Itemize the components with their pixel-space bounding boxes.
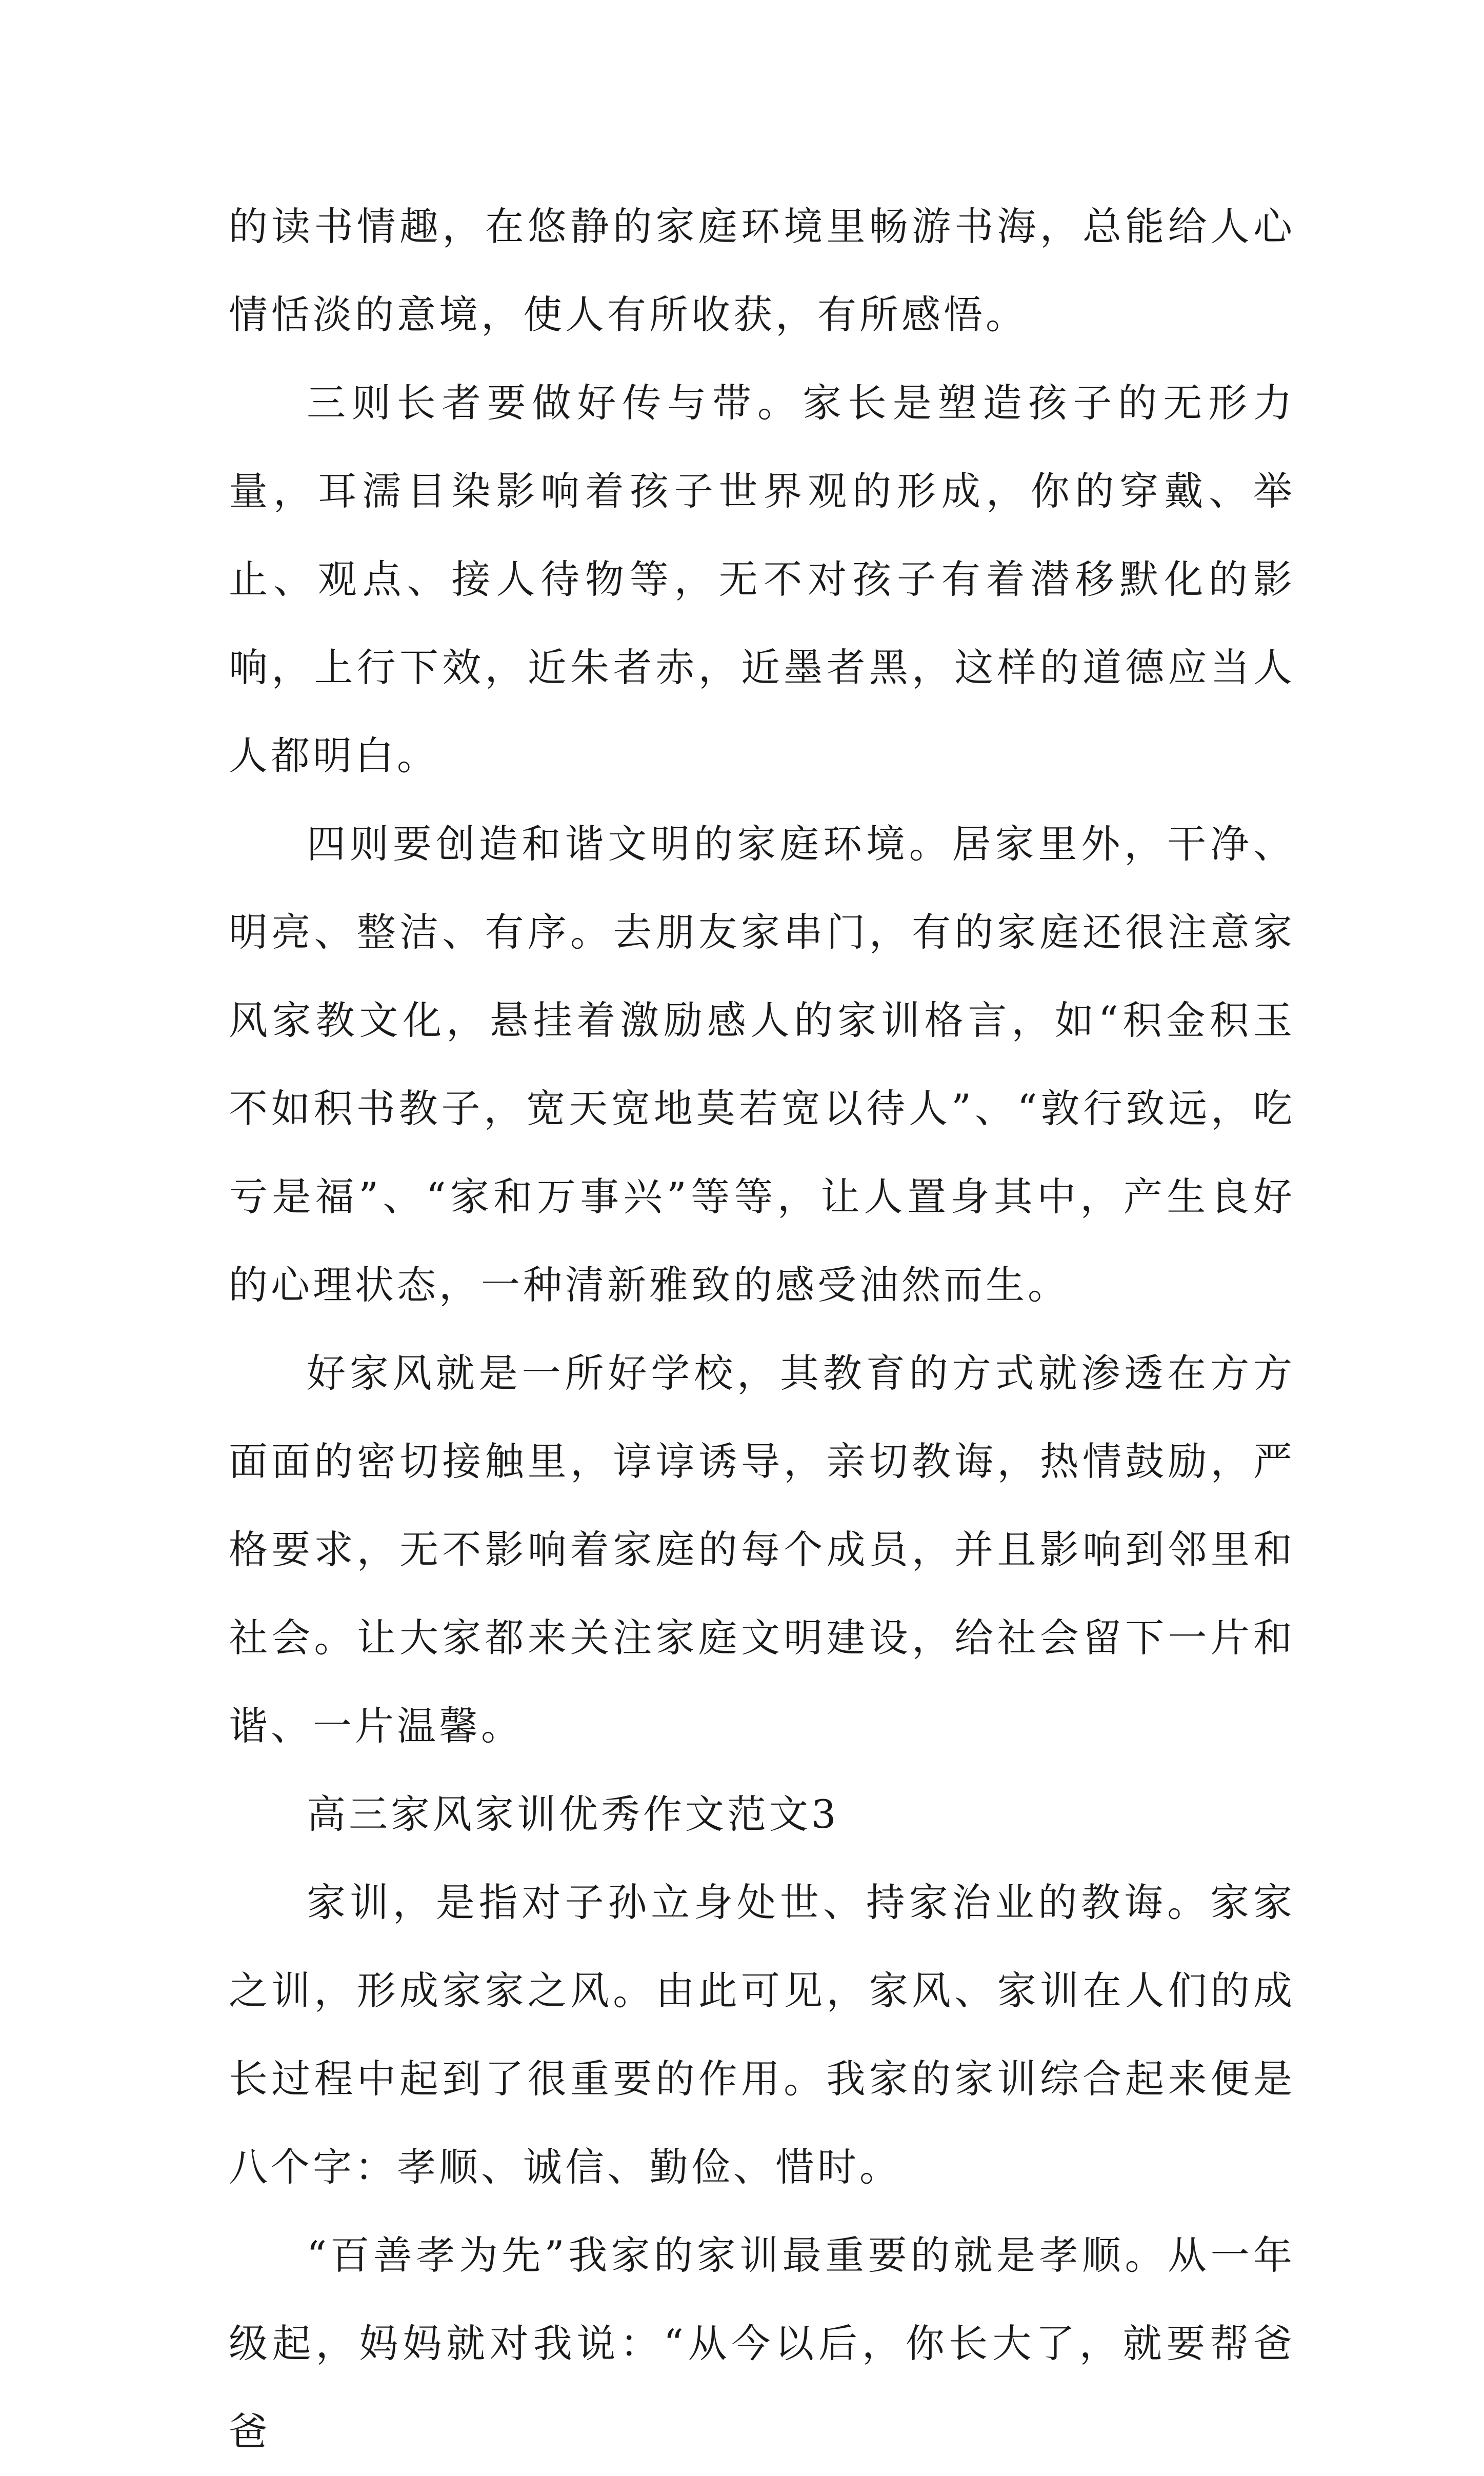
- paragraph-harmonious-home: 四则要创造和谐文明的家庭环境。居家里外，干净、明亮、整洁、有序。去朋友家串门，有的家庭还很注意家风家教文化，悬挂着激励感人的家训格言，如“积金积玉不如积书教子，宽天宽地莫若宽以待人”、“敦行致远，吃亏是福”、“家和万事兴”等等，让人置身其中，产生良好的心理状态，一种清新雅致的感受油然而生。: [229, 821, 1295, 1308]
- paragraph-filial-piety: “百善孝为先”我家的家训最重要的就是孝顺。从一年级起，妈妈就对我说：“从今以后，你长大了，就要帮爸爸: [229, 2232, 1295, 2454]
- paragraph-reading-interest: 的读书情趣，在悠静的家庭环境里畅游书海，总能给人心情恬淡的意境，使人有所收获，有所感悟。: [229, 204, 1295, 337]
- document-body: [229, 183, 1295, 2476]
- paragraph-family-motto: 家训，是指对子孙立身处世、持家治业的教诲。家家之训，形成家家之风。由此可见，家风、家训在人们的成长过程中起到了很重要的作用。我家的家训综合起来便是八个字：孝顺、诚信、勤俭、惜时。: [229, 1880, 1295, 2190]
- paragraph-elders-example: 三则长者要做好传与带。家长是塑造孩子的无形力量，耳濡目染影响着孩子世界观的形成，你的穿戴、举止、观点、接人待物等，无不对孩子有着潜移默化的影响，上行下效，近朱者赤，近墨者黑，这样的道德应当人人都明白。: [229, 380, 1295, 778]
- paragraph-good-family-style: 好家风就是一所好学校，其教育的方式就渗透在方方面面的密切接触里，谆谆诱导，亲切教诲，热情鼓励，严格要求，无不影响着家庭的每个成员，并且影响到邻里和社会。让大家都来关注家庭文明建设，给社会留下一片和谐、一片温馨。: [229, 1350, 1295, 1749]
- section-title: 高三家风家训优秀作文范文3: [307, 1791, 839, 1837]
